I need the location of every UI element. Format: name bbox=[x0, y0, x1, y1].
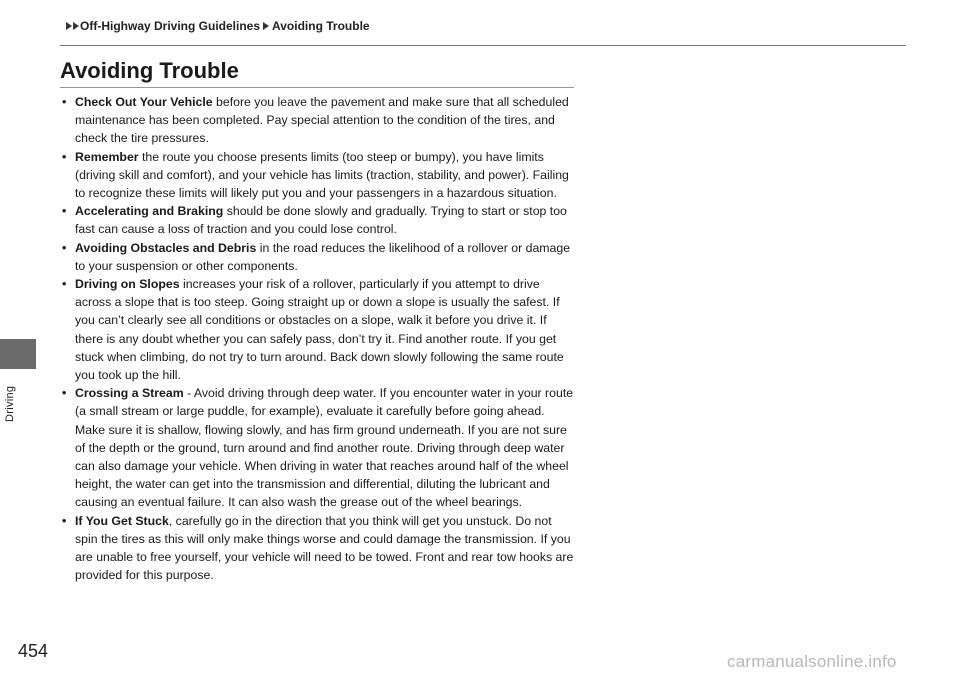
bullet-icon: • bbox=[62, 513, 67, 528]
list-item bbox=[60, 239, 576, 275]
bullet-icon: • bbox=[62, 95, 67, 109]
bullet-term: Check Out Your Vehicle bbox=[75, 95, 213, 109]
bullet-icon: • bbox=[62, 204, 67, 219]
bullet-text: in the road reduces the likelihood of a rollover or damage to your suspension or other components. bbox=[75, 240, 571, 273]
title-divider bbox=[60, 87, 574, 88]
breadcrumb-item-avoiding-trouble[interactable]: Avoiding Trouble bbox=[272, 19, 370, 33]
list-item bbox=[60, 275, 576, 384]
bullet-term: Crossing a Stream bbox=[75, 386, 184, 401]
list-item bbox=[60, 93, 576, 148]
guideline-list bbox=[60, 93, 576, 584]
bullet-icon: • bbox=[62, 149, 67, 164]
bullet-term: Accelerating and Braking bbox=[75, 204, 224, 219]
bullet-text: , carefully go in the direction that you think will get you unstuck. Do not spin the tires as this will only make things worse and could damage the transmission. If you are unable to free yourself, your vehicle will need to be towed. Front and rear tow hooks are provided for this purpose. bbox=[75, 513, 574, 583]
arrow-right-icon bbox=[263, 22, 269, 30]
bullet-text: before you leave the pavement and make sure that all scheduled maintenance has been completed. Pay special attention to the condition of the tires, and check the tire pressures. bbox=[75, 95, 569, 146]
bullet-term: Remember bbox=[75, 149, 139, 164]
bullet-text: should be done slowly and gradually. Trying to start or stop too fast can cause a loss of traction and you could lose control. bbox=[75, 204, 567, 237]
page-title: Avoiding Trouble bbox=[60, 58, 239, 83]
bullet-icon: • bbox=[62, 240, 67, 255]
watermark-text: carmanualsonline.info bbox=[727, 652, 897, 671]
bullet-term: Avoiding Obstacles and Debris bbox=[75, 240, 257, 255]
bullet-term: Driving on Slopes bbox=[75, 277, 180, 292]
bullet-term: If You Get Stuck bbox=[75, 513, 169, 528]
bullet-icon: • bbox=[62, 386, 67, 401]
breadcrumb bbox=[66, 19, 370, 33]
breadcrumb-item-off-highway-driving-guidelines[interactable]: Off-Highway Driving Guidelines bbox=[80, 19, 261, 33]
list-item bbox=[60, 148, 576, 203]
bullet-icon: • bbox=[62, 277, 67, 292]
header-divider bbox=[60, 45, 906, 46]
list-item bbox=[60, 384, 576, 511]
list-item bbox=[60, 512, 576, 585]
bullet-text: increases your risk of a rollover, particularly if you attempt to drive across a slope that is too steep. Going straight up or down a slope is usually the safest. If you can’t clearly see all conditions or obstacles on a slope, walk it before you drive it. If there is any doubt whether you can safely pass, don’t try it. Find another route. If you get stuck when climbing, do not try to turn around. Back down slowly following the same route you took up the hill. bbox=[75, 277, 564, 383]
bullet-text: the route you choose presents limits (too steep or bumpy), you have limits (driving skill and comfort), and your vehicle has limits (traction, stability, and power). Failing to recognize these limits will likely put you and your passengers in a hazardous situation. bbox=[75, 149, 569, 201]
arrow-right-icon bbox=[73, 22, 79, 30]
page-number: 454 bbox=[18, 641, 49, 661]
bullet-text: - Avoid driving through deep water. If you encounter water in your route (a small stream or large puddle, for example), evaluate it carefully before going ahead. Make sure it is shallow, flowing slowly, and has firm ground underneath. If you are not sure of the depth or the ground, turn around and find another route. Driving through deep water can also damage your vehicle. When driving in water that reaches around half of the wheel height, the water can get into the transmission and differential, diluting the lubricant and causing an eventual failure. It can also wash the grease out of the wheel bearings. bbox=[75, 386, 574, 510]
section-tab-marker bbox=[0, 339, 36, 369]
list-item bbox=[60, 202, 576, 238]
arrow-right-icon bbox=[66, 22, 72, 30]
section-label: Driving bbox=[4, 385, 16, 422]
